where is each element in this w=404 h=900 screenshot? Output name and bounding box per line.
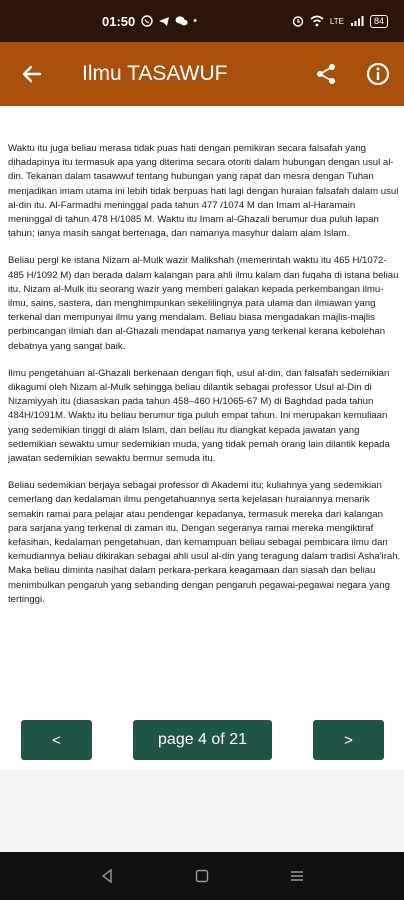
nav-recents-icon[interactable] <box>289 868 305 884</box>
alarm-icon <box>292 15 304 27</box>
pager <box>0 720 404 762</box>
paragraph: Waktu itu juga beliau merasa tidak puas hati dengan pemikiran secara falsafah yang dihadapinya itu termasuk apa yang diterima secara otoriti dalam hubungan dengan usul al-din. Tekanan dalam tasawwuf tentang hubungan yang rapat dan mesra dengan Tuhan menjadikan imam utama ini lebih tidak berpuas hati lagi dengan huraian falsafah dalam usul al-din itu. Al-Farmadhi meninggal pada tahun 477 /1074 M dan Imam al-Haramain meninggal di tahun 478 H/1085 M. Waktu itu Imam al-Ghazali berumur dua puluh lapan tahun; ianya masih sangat bertenaga, dan namanya masyhur dalam alam Islam. <box>8 143 399 240</box>
signal-icon <box>350 15 364 27</box>
status-time: 01:50 <box>102 13 136 29</box>
nav-home-icon[interactable] <box>194 868 210 884</box>
previous-page-button[interactable]: < <box>21 720 92 760</box>
system-nav-bar <box>0 852 404 900</box>
share-button[interactable] <box>300 42 352 106</box>
share-icon <box>315 63 337 85</box>
info-icon <box>366 62 390 86</box>
nav-back-icon[interactable] <box>99 868 115 884</box>
wifi-icon <box>310 15 324 27</box>
telegram-icon <box>158 15 170 27</box>
paragraph: Ilmu pengetahuan al-Ghazali berkenaan dengan fiqh, usul al-din, dan falsafah sedemikian dikagumi oleh Nizam al-Mulk sehingga beliau dilantik sebagai professor Usul al-Din di Nizamiyyah itu (diasaskan pada tahun 458–460 H/1065-67 M) di Baghdad pada tahun 484H/1091M. Waktu itu beliau berumur tiga puluh empat tahun. Ini merupakan kemuliaan yang sedemikian tinggi di alam Islam, dan beliau itu diangkat kepada jawatan yang sedemikian sewaktu umur sedemikian muda, yang tidak pernah orang lain dilantik kepada jawatan sedemikian sewaktu bermur semuda itu. <box>8 367 390 465</box>
dot-icon: • <box>193 15 198 27</box>
status-left <box>102 14 197 29</box>
status-bar <box>0 0 404 42</box>
page-indicator-button[interactable]: page 4 of 21 <box>133 720 272 760</box>
info-button[interactable] <box>352 42 404 106</box>
article-content <box>8 142 402 620</box>
battery-indicator: 84 <box>370 15 388 28</box>
footer-area <box>0 770 404 852</box>
app-bar <box>0 42 404 106</box>
paragraph: Beliau pergi ke istana Nizam al-Mulk wazir Malikshah (memerintah waktu itu 465 H/1072-485 H/1092 M) dan berada dalam kalangan para ahli ilmu kalam dan fuqaha di istana beliau itu. Nizam al-Mulk itu seorang wazir yang memberi galakan kepada perkembangan ilmu-ilmu, sains, sastera, dan menghimpunkan sekelilingnya para ulama dan ilmiawan yang terkenal dan mempunyai ilmu yang mendalam. Beliau biasa mengadakan majlis-majlis perbincangan ilmiah dan al-Ghazali mendapat namanya yang terkenal kerana kebolehan debatnya yang sangat baik. <box>8 255 399 352</box>
status-right <box>292 15 388 28</box>
notification-icons <box>141 15 197 27</box>
paragraph: Beliau sedemikian berjaya sebagai professor di Akademi itu; kuliahnya yang sedemikian cemerlang dan kedalaman ilmu pengetahuannya serta kejelasan huraiannya menarik semakin ramai para pelajar atau pendengar kepadanya, termasuk mereka dari kalangan para sarjana yang terkenal di zaman itu. Dengan segeranya ramai mereka mengiktiraf kefasihan, kedalaman pengetahuan, dan kemampuan beliau sebagai pembicara ilmu dan kemudiannya beliau dikirakan sebagai ahli usul al-din yang teragung dalam tradisi Asha'irah. Maka beliau diminta nasihat dalam perkara-perkara keagamaan dan siasah dan beliau menimbulkan pengaruh yang sebanding dengan pengaruh pegawai-pegawai negara yang tertinggi. <box>8 480 401 605</box>
whatsapp-icon <box>141 15 153 27</box>
next-page-button[interactable]: > <box>313 720 384 760</box>
back-arrow-icon <box>22 64 42 84</box>
back-button[interactable] <box>0 42 64 106</box>
wechat-icon <box>175 15 188 27</box>
lte-icon: LTE <box>329 16 344 26</box>
page-title: Ilmu TASAWUF <box>82 62 228 85</box>
